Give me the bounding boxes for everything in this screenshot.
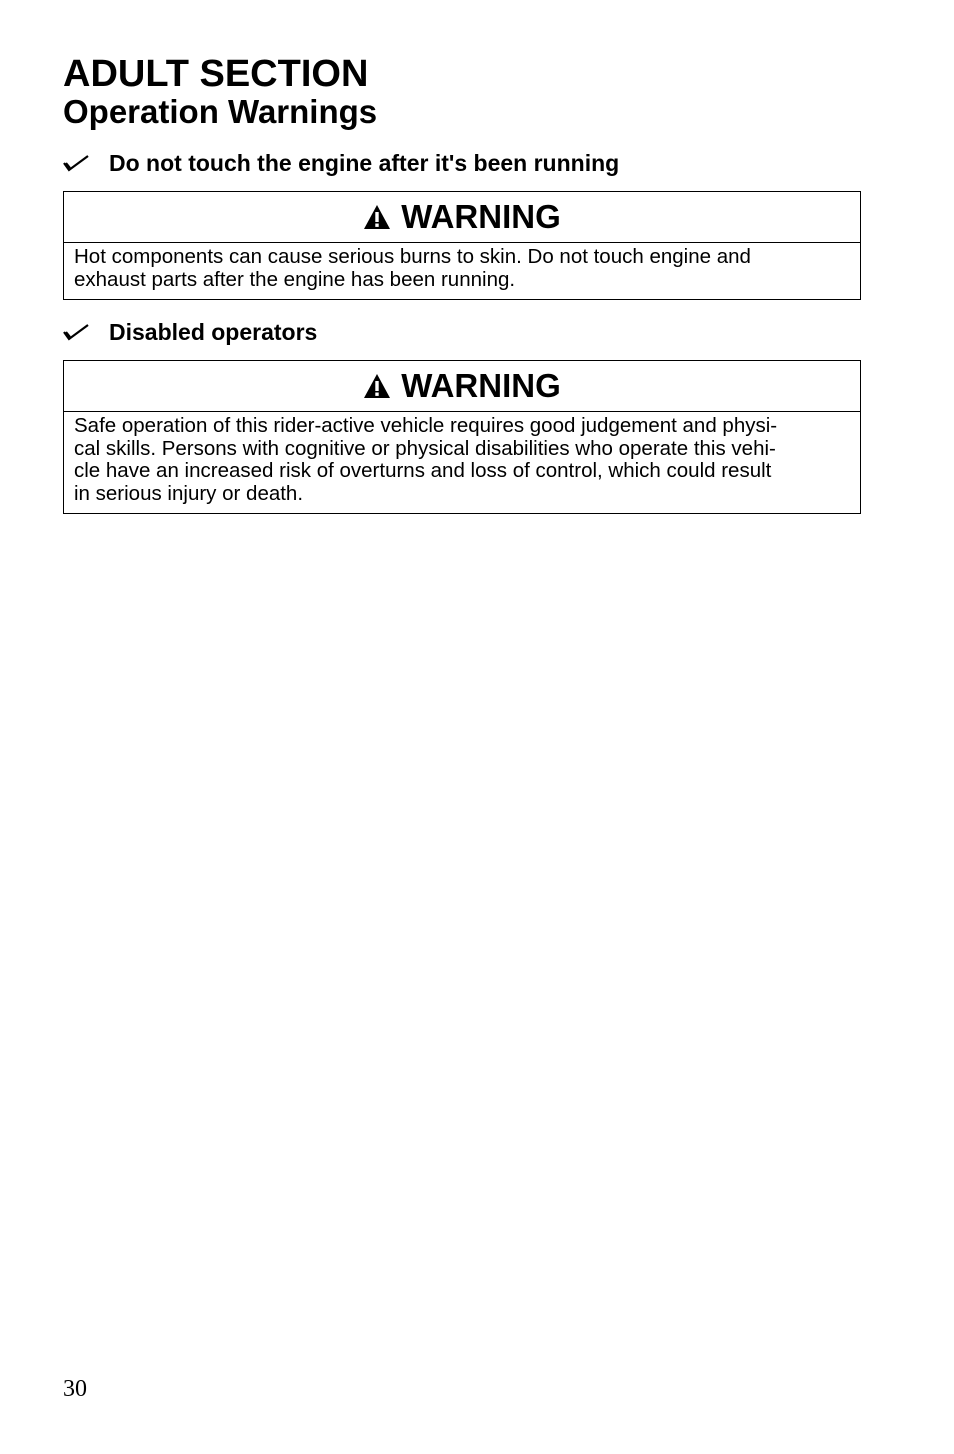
warning-box: [63, 360, 861, 514]
warning-text-line: exhaust parts after the engine has been running.: [74, 267, 516, 291]
warning-text-line: in serious injury or death.: [74, 481, 304, 505]
item-heading: [63, 317, 863, 347]
checkmark-icon: [63, 153, 89, 173]
warning-text: [64, 412, 860, 513]
warning-text-line: cal skills. Persons with cognitive or physical disabilities who operate this vehi-: [74, 436, 776, 460]
section-subtitle: Operation Warnings: [63, 93, 378, 130]
warning-text: [64, 243, 860, 299]
warning-triangle-icon: [363, 204, 391, 230]
warning-text-line: Safe operation of this rider-active vehicle requires good judgement and physi-: [74, 414, 778, 437]
checkmark-icon: [63, 322, 89, 342]
warning-header: [64, 361, 860, 412]
item-heading-text: Do not touch the engine after it's been running: [109, 149, 620, 176]
warning-triangle-icon: [363, 373, 391, 399]
page-number: 30: [63, 1376, 87, 1402]
warning-label: WARNING: [401, 198, 561, 235]
warning-label: WARNING: [401, 367, 561, 404]
warning-text-line: Hot components can cause serious burns to skin. Do not touch engine and: [74, 245, 751, 268]
section-title: ADULT SECTION: [63, 53, 369, 95]
warning-item-engine: [63, 148, 863, 300]
warning-item-disabled-operators: [63, 317, 863, 514]
page-header: [63, 54, 377, 130]
warning-box: [63, 191, 861, 300]
item-heading: [63, 148, 863, 178]
item-heading-text: Disabled operators: [109, 318, 318, 345]
warning-text-line: cle have an increased risk of overturns and loss of control, which could result: [74, 459, 772, 482]
warning-header: [64, 192, 860, 243]
